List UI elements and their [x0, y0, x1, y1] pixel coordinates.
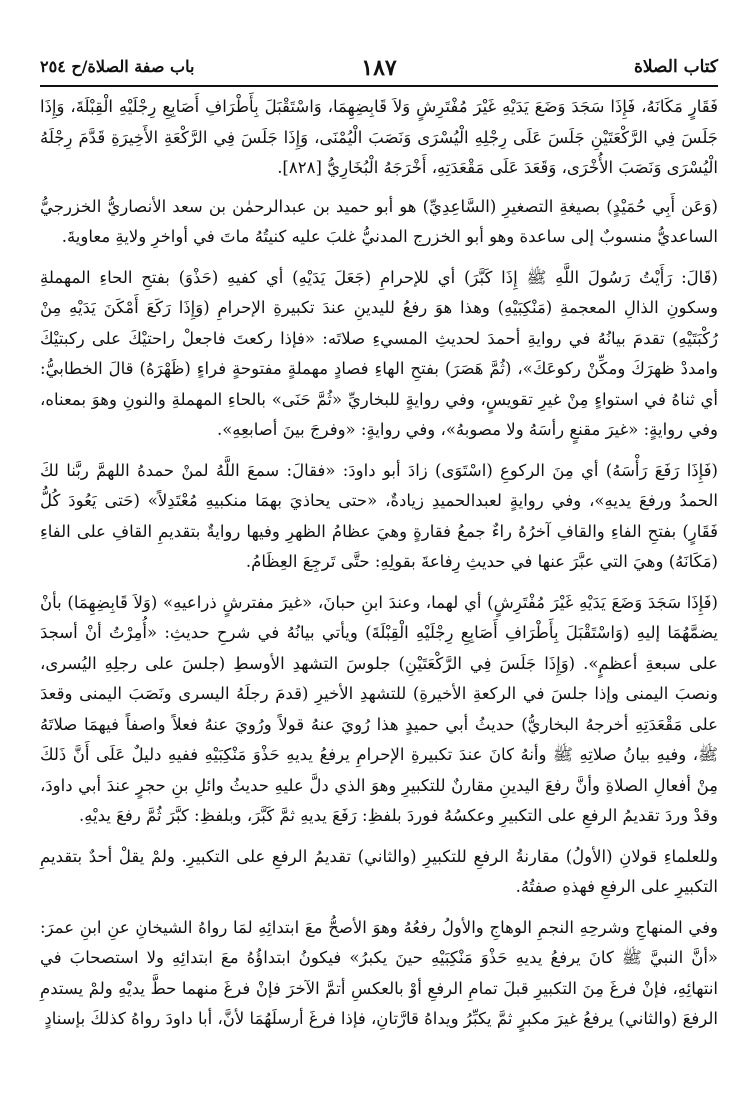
paragraph: (فَإِذَا سَجَدَ وَضَعَ يَدَيْهِ غَيْرَ مُفْتَرِشٍ) أي لهما، وعندَ ابنِ حبانَ، «غيرَ مفترشٍ ذراعيهِ» (وَلاَ قَابِضِهِمَا) بأنْ يضمَّهُمَا إليهِ (وَاسْتَقْبَلَ بِأَطْرَافِ أَصَابِعِ رِجْلَيْهِ الْقِبْلَةَ) ويأتي بيانُهُ في شرحِ حديثِ: «أُمِرْتُ أنْ أسجدَ على سبعةِ أعظمٍ». (وَإِذَا جَلَسَ فِي الرَّكْعَتَيْنِ) جلوسَ التشهدِ الأوسطِ (جلسَ على رجلِهِ اليُسرى، ونصبَ اليمنى وإذا جلسَ في الركعةِ الأخيرةِ) للتشهدِ الأخيرِ (قدمَ رجلَهُ اليسرى ونَصَبَ اليمنى وقعدَ على مَقْعَدَتِهِ أخرجهُ البخاريُّ) حديثُ أبي حميدٍ هذا رُويَ عنهُ قولاً ورُويَ عنهُ فعلاً واصفاً فيهمَا صلاتَهُ ﷺ، وفيهِ بيانُ صلاتِهِ ﷺ وأنهُ كانَ عندَ تكبيرةِ الإحرامِ يرفعُ يديهِ حَذْوَ مَنْكِبَيْهِ ففيهِ دليلٌ عَلَى أَنَّ ذَلكَ مِنْ أفعالِ الصلاةِ وأنَّ رفعَ اليدينِ مقارنٌ للتكبيرِ وهوَ الذي دلَّ عليهِ حديثُ وائلِ بنِ حجرٍ عندَ أبي داودَ، وقدْ وردَ تقديمُ الرفعِ على التكبيرِ وعكسُهُ فوردَ بلفظِ: رَفَعَ يديهِ ثمَّ كَبَّرَ، وبلفظِ: كبَّرَ ثُمَّ رفعَ يديْهِ.	[40, 592, 718, 825]
paragraph: وفي المنهاجِ وشرحِهِ النجمِ الوهاجِ والأولُ رفعُهُ وهوَ الأصحُّ معَ ابتدائِهِ لمَا رواهُ الشيخانِ عنِ ابنِ عمرَ: «أنَّ النبيَّ ﷺ كانَ يرفعُ يديهِ حَذْوَ مَنْكِبَيْهِ حينَ يكبرُ» فيكونُ ابتداؤُهُ معَ ابتدائِهِ ولا استصحابَ في انتهائِهِ، فإنْ فرغَ مِنَ التكبيرِ قبلَ تمامِ الرفعِ أوْ بالعكسِ أتمَّ الآخرَ فإنْ فرغَ منهما حطَّ يديْهِ ولمْ يستدمِ الرفعَ (والثاني) يرفعُ غيرَ مكبرٍ ثمَّ يكبِّرُ ويداهُ قارَّتانِ، فإذا فرغَ أرسلَهُمَا لأنَّ، أبا داودَ رواهُ كذلكَ بإسنادٍ	[40, 917, 718, 1028]
paragraph: (وَعَن أَبِي حُمَيْدٍ) بصيغةِ التصغيرِ (السَّاعِدِيِّ) هو أبو حميد بن عبدالرحمٰن بن سعد الأنصاريُّ الخزرجيُّ الساعديُّ منسوبٌ إلى ساعدة وهو أبو الخزرج المدنيُّ غلبَ عليه كنيتُهُ ماتَ في أواخرِ ولايةِ معاويةَ.	[40, 196, 718, 246]
page-number: ١٨٧	[361, 55, 397, 81]
page-body	[40, 92, 718, 1045]
page-header	[40, 55, 718, 87]
paragraph: فَقَارٍ مَكَانَهُ، فَإِذَا سَجَدَ وَضَعَ يَدَيْهِ غَيْرَ مُفْتَرِشٍ وَلاَ قَابِضِهِمَا، وَاسْتَقْبَلَ بِأَطْرَافِ أَصَابِعِ رِجْلَيْهِ الْقِبْلَةَ، وَإِذَا جَلَسَ فِي الرَّكْعَتَيْنِ جَلَسَ عَلَى رِجْلِهِ الْيُسْرَى وَنَصَبَ الْيُمْنَى، وَإِذَا جَلَسَ فِي الرَّكْعَةِ الأَخِيرَةِ قَدَّمَ رِجْلَهُ الْيُسْرَى وَنَصَبَ الأُخْرَى، وَقَعَدَ عَلَى مَقْعَدَتِهِ، أَخْرَجَهُ الْبُخَارِيُّ [٨٢٨].	[40, 97, 718, 177]
paragraph: (قَالَ: رَأَيْتُ رَسُولَ اللَّهِ ﷺ إِذَا كَبَّرَ) أي للإحرامِ (جَعَلَ يَدَيْهِ) أي كفيهِ (حَذْوَ) بفتحِ الحاءِ المهملةِ وسكونِ الذالِ المعجمةِ (مَنْكِبَيْهِ) وهذا هوَ رفعُ لليدينِ عندَ تكبيرةِ الإحرامِ (وَإِذَا رَكَعَ أَمْكَنَ يَدَيْهِ مِنْ رُكْبَتَيْهِ) تقدمَ بيانُهُ في روايةِ أحمدَ لحديثِ المسيءِ صلاتَه: «فإذا ركعتَ فاجعلْ راحتيْكَ على ركبتيْكَ وامددْ ظهرَكَ ومكِّنْ ركوعَكَ»، (ثُمَّ هَصَرَ) بفتحِ الهاءِ فصادٍ مهملةٍ مفتوحةٍ فراءٍ (ظَهْرَهُ) قالَ الخطابيُّ: أي ثناهُ في استواءٍ مِنْ غيرِ تقويسٍ، وفي روايةٍ للبخاريِّ «ثُمَّ حَنَى» بالحاءِ المهملةِ والنونِ وهوَ بمعناه، وفي روايةٍ: «غيرَ مقنعٍ رأسَهُ ولا مصوبهُ»، وفي روايةٍ: «وفرجَ بينَ أصابعِهِ».	[40, 267, 718, 439]
chapter-title: باب صفة الصلاة/ح ٢٥٤	[40, 57, 195, 76]
paragraph: (فَإِذَا رَفَعَ رَأْسَهُ) أي مِنَ الركوعِ (اسْتَوَى) زادَ أبو داودَ: «فقالَ: سمعَ اللَّهُ لمنْ حمدهُ اللهمَّ ربَّنا لكَ الحمدُ ورفعَ يديهِ»، وفي روايةٍ لعبدالحميدِ زيادةٌ، «حتى يحاذيَ بهمَا منكبيهِ مُعْتَدِلاً» (حَتى يَعُودَ كُلُّ فَقَارٍ) بفتحِ الفاءِ والقافِ آخرُهُ راءٌ جمعُ فقارةٍ وهيَ عظامُ الظهرِ وفيها روايةٌ بتقديمِ القافِ على الفاءِ (مَكَانَهُ) وهيَ التي عبَّرَ عنها في حديثِ رِفاعةَ بقولِهِ: حتَّى تَرجِعَ العِظَامُ.	[40, 460, 718, 571]
paragraph: وللعلماءِ قولانِ (الأولُ) مقارنةُ الرفعِ للتكبيرِ (والثاني) تقديمُ الرفعِ على التكبيرِ. ولمْ يقلْ أحدٌ بتقديمِ التكبيرِ على الرفعِ فهذهِ صفتُهُ.	[40, 846, 718, 896]
book-title: كتاب الصلاة	[633, 57, 718, 77]
